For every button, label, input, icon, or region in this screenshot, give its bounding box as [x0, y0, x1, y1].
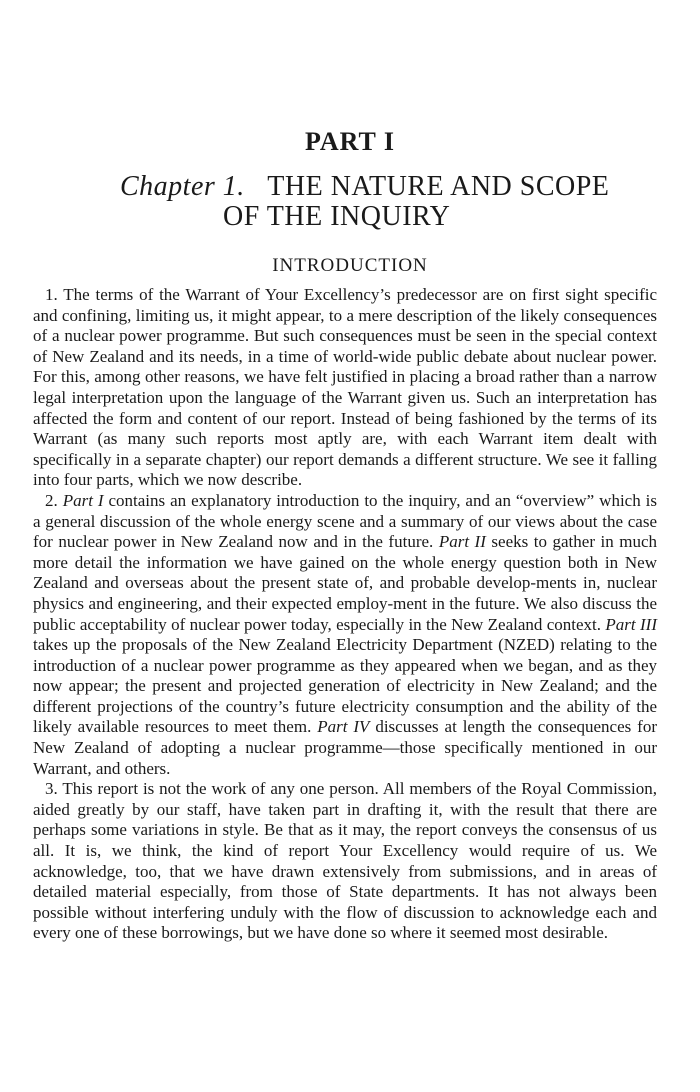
part-heading: PART I [304, 127, 396, 156]
part-reference: Part II [438, 532, 486, 552]
chapter-title-line-1 [0, 172, 700, 202]
paragraph-3 [33, 779, 657, 944]
chapter-title-text-1: THE NATURE AND SCOPE [267, 171, 610, 202]
chapter-title-line-2: OF THE INQUIRY [223, 201, 451, 232]
paragraph-text: 3. This report is not the work of any one person. All members of the Royal Commission, aided greatly by our staff, have taken part in drafting it, with the result that there are perhaps some variations in style. Be that as it may, the report conveys the consensus of us all. It is, we think, the kind of report Your Excellency would require of us. We acknowledge, too, that we have drawn extensively from submissions, and in areas of detailed material especially, from those of State departments. It has not always been possible without interfering unduly with the flow of discussion to acknowledge each and every one of these borrowings, but we have done so where it seemed most desirable. [33, 779, 657, 943]
paragraph-text: 1. The terms of the Warrant of Your Excellency’s predecessor are on first sight specific and confining, limiting us, it might appear, to a mere description of the likely consequences of a nuclear power programme. But such consequences must be seen in the special context of New Zealand and its needs, in a time of world-wide public debate about nuclear power. For this, among other reasons, we have felt justified in placing a broad rather than a narrow legal interpretation upon the language of the Warrant given us. Such an interpretation has affected the form and content of our report. Instead of being fashioned by the terms of its Warrant (as many such reports most aptly are, with each Warrant item dealt with specifically in a separate chapter) our report demands a different structure. We see it falling into four parts, which we now describe. [33, 285, 657, 490]
chapter-label: Chapter 1. [120, 171, 245, 202]
part-reference: Part IV [317, 717, 370, 737]
section-heading: INTRODUCTION [272, 255, 428, 276]
paragraph-text: discusses at length the consequences for New Zealand of adopting a nuclear programme—those specifically mentioned in our Warrant, and others. [33, 717, 657, 778]
paragraph-text: 2. [45, 490, 63, 510]
part-reference: Part I [62, 490, 104, 510]
part-reference: Part III [605, 614, 657, 634]
paragraph-text: seeks to gather in much more detail the information we have gained on the whole energy question both in New Zealand and overseas about the present state of, and probable develop-ments in, nuclear physics and engineering, and their expected employ-ment in the future. We also discuss the public acceptability of nuclear power today, especially in the New Zealand context. [33, 532, 658, 634]
paragraph-2 [33, 491, 657, 779]
paragraph-text: contains an explanatory introduction to the inquiry, and an “overview” which is a general discussion of the whole energy scene and a summary of our views about the case for nuclear power in New Zealand now and in the future. [33, 490, 658, 552]
chapter-title [0, 172, 700, 232]
body-text [33, 285, 657, 944]
paragraph-1 [33, 285, 657, 491]
paragraph-text: takes up the proposals of the New Zealand Electricity Department (NZED) relating to the introduction of a nuclear power programme as they appeared when we began, and as they now appear; the present and projected generation of electricity in New Zealand; and the different projections of the country’s future electricity consumption and the ability of the likely available resources to meet them. [33, 635, 657, 737]
